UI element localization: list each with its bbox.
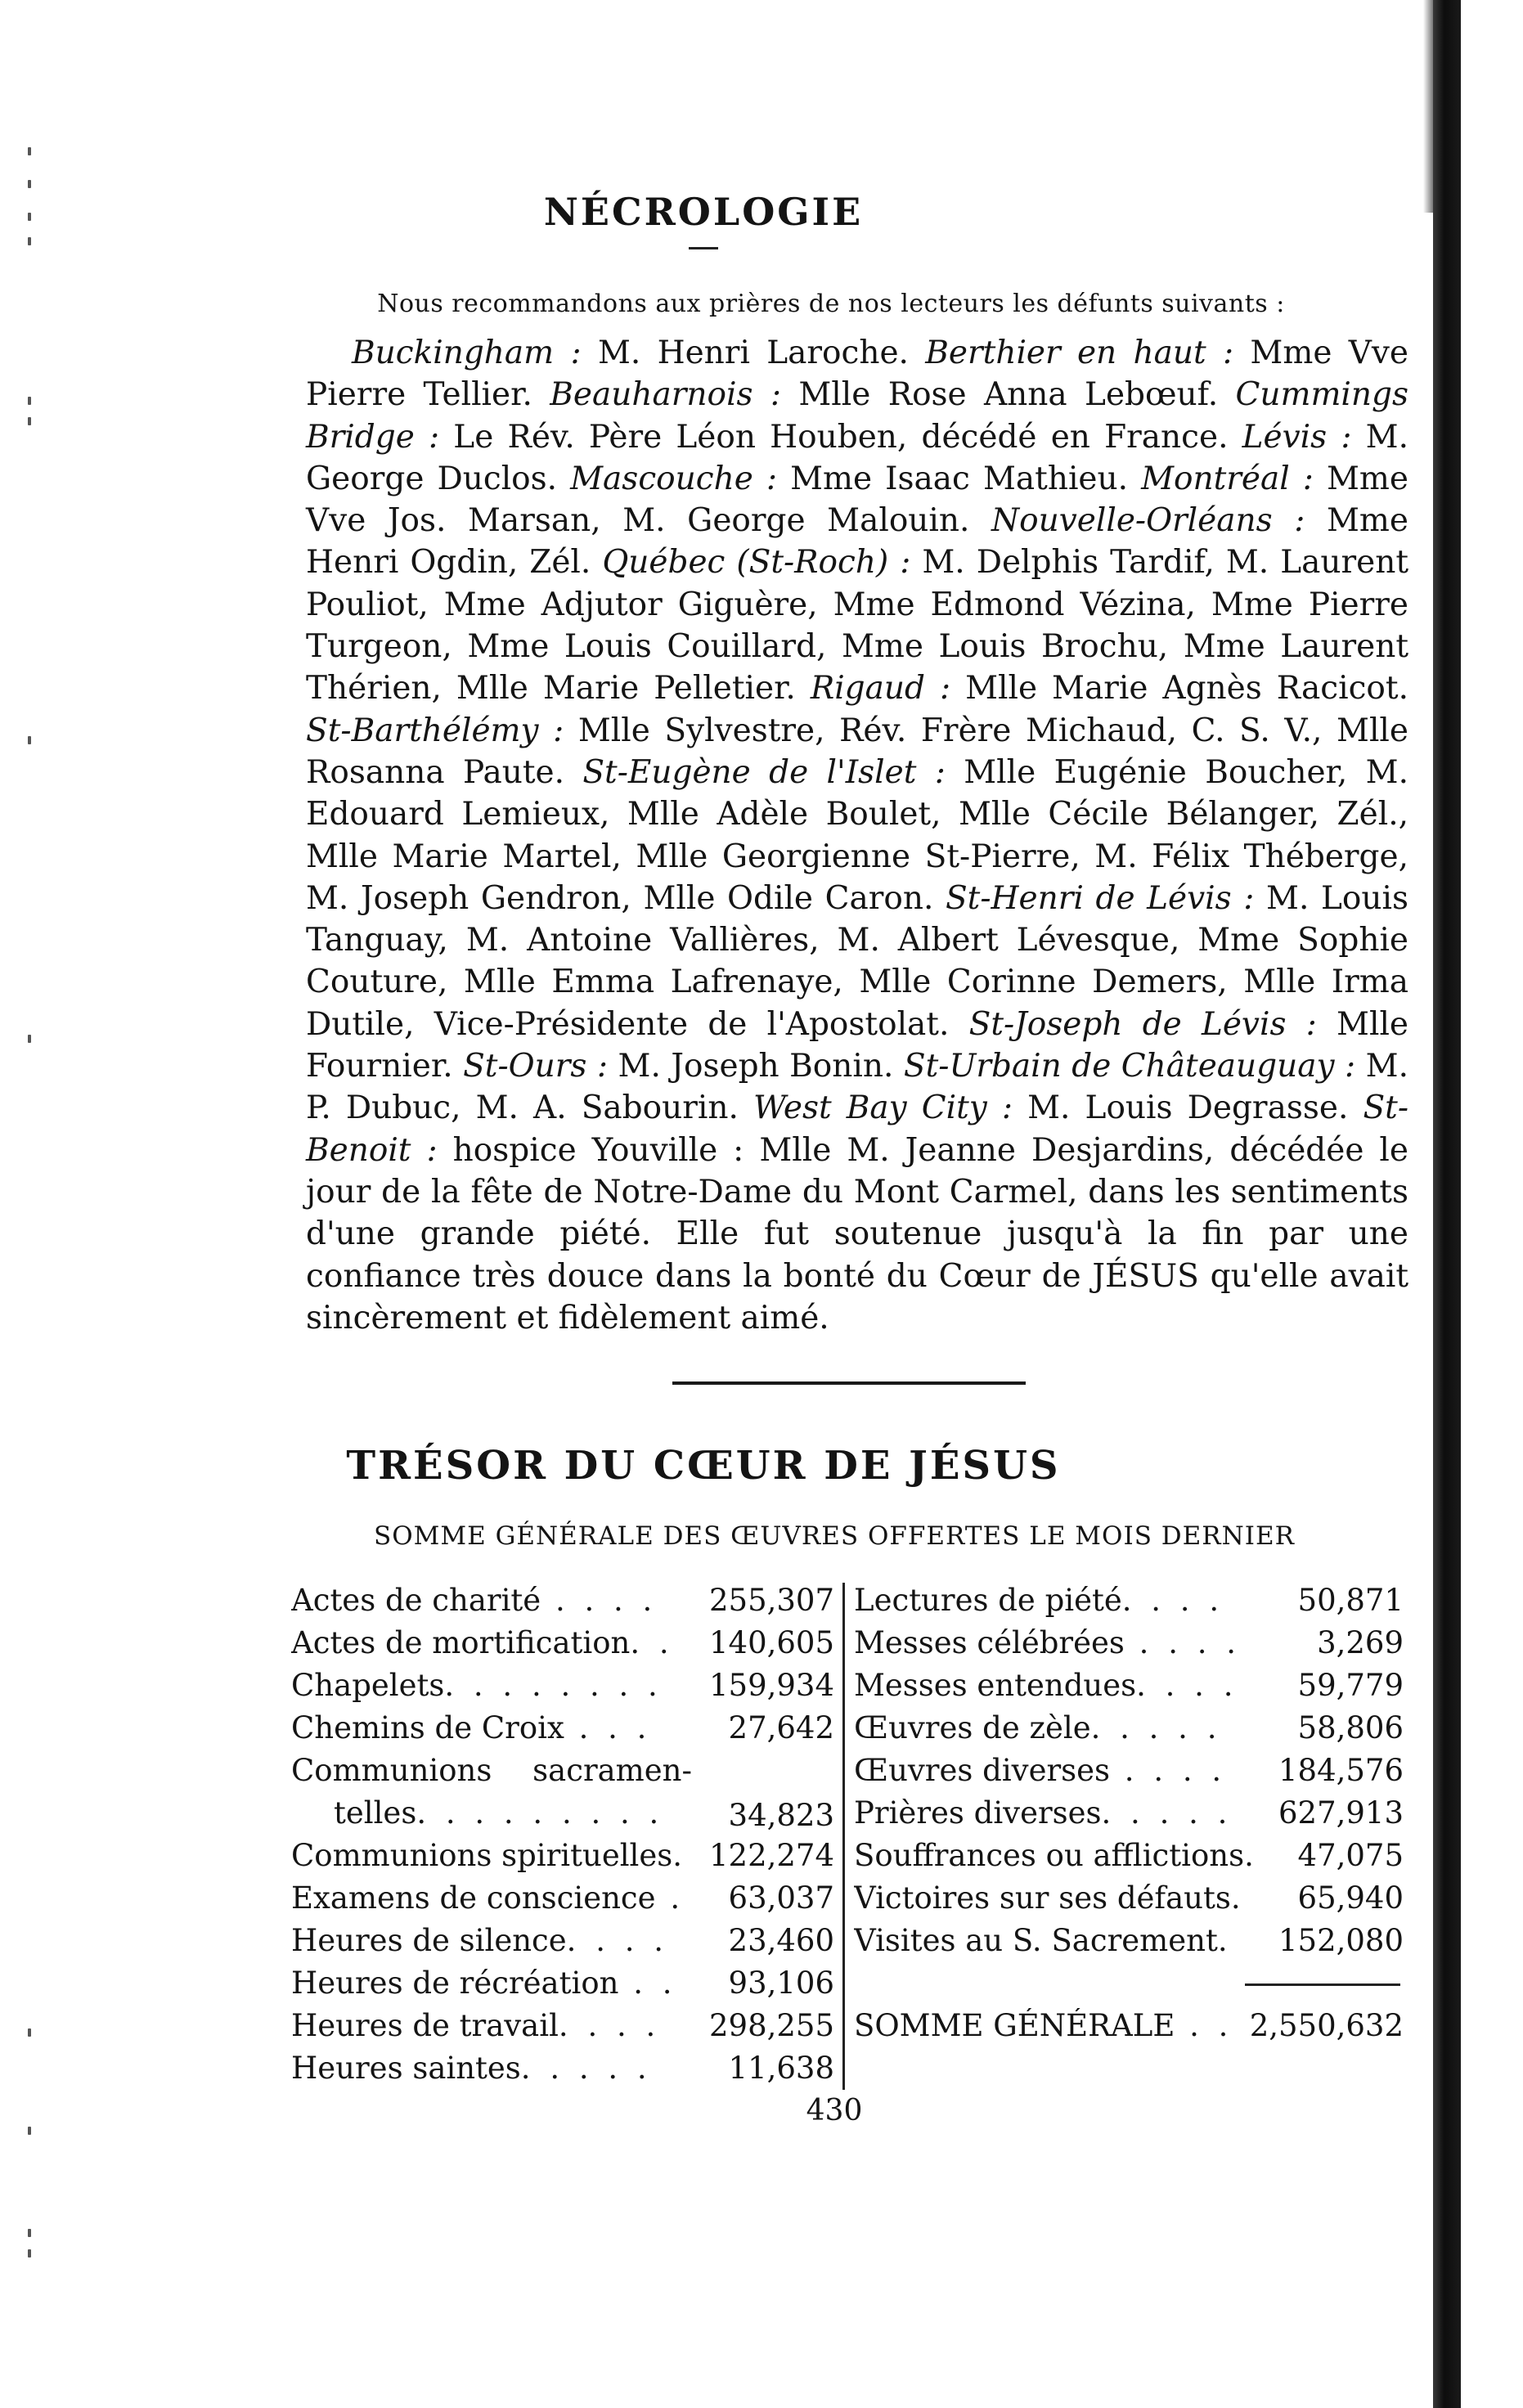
place-name: St-Eugène de l'Islet : xyxy=(582,753,946,791)
place-name: Lévis : xyxy=(1242,418,1352,456)
table-row: Messes entendues. . . . 59,779 xyxy=(854,1668,1404,1703)
table-row: Heures de silence. . . . 23,460 xyxy=(291,1923,834,1958)
place-name: St-Ours : xyxy=(463,1048,609,1085)
section-divider xyxy=(672,1381,1026,1385)
necrologie-body xyxy=(306,332,1408,1339)
deceased-names: M. George Duclos. xyxy=(306,418,1408,497)
place-name: Nouvelle-Orléans : xyxy=(991,502,1305,540)
total-row: SOMME GÉNÉRALE . . 2,550,632 xyxy=(854,2008,1404,2043)
deceased-names: Mlle Rose Anna Lebœuf. xyxy=(780,376,1236,414)
tresor-title: TRÉSOR DU CŒUR DE JÉSUS xyxy=(346,1443,1061,1489)
deceased-names: M. Delphis Tardif, M. Laurent Pouliot, Mme Adjutor Giguère, Mme Edmond Vézina, Mme Pierre Turgeon, Mme Louis Couillard, Mme Louis Brochu, Mme Laurent Thérien, Mlle Marie Pelletier. xyxy=(306,544,1408,708)
table-row: Victoires sur ses défauts. 65,940 xyxy=(854,1880,1404,1916)
necrologie-title: NÉCROLOGIE xyxy=(543,190,864,234)
deceased-names: hospice Youville : Mlle M. Jeanne Desjardins, décédée le jour de la fête de Notre-Dame du Mont Carmel, dans les sentiments d'une grande piété. Elle fut soutenue jusqu'à la fin par une confiance très douce dans la bonté du Cœur de JÉSUS qu'elle avait sincèrement et fidèlement aimé. xyxy=(306,1131,1408,1337)
place-name: Buckingham : xyxy=(352,335,582,371)
table-row: Visites au S. Sacrement. 152,080 xyxy=(854,1923,1404,1958)
table-row: Communions spirituelles. 122,274 xyxy=(291,1838,834,1873)
margin-specks xyxy=(28,147,36,2274)
table-row: Souffrances ou afflictions. 47,075 xyxy=(854,1838,1404,1873)
table-row: Heures saintes. . . . . 11,638 xyxy=(291,2051,834,2086)
book-spine xyxy=(1433,0,1461,2408)
table-row: Heures de récréation . . 93,106 xyxy=(291,1965,834,2001)
tresor-left-column xyxy=(291,1583,834,2093)
deceased-names: Mme Vve Jos. Marsan, M. George Malouin. xyxy=(306,460,1408,540)
page-number: 430 xyxy=(806,2094,863,2127)
place-name: St-Henri de Lévis : xyxy=(945,879,1255,917)
table-row: Examens de conscience . 63,037 xyxy=(291,1880,834,1916)
table-row: Messes célébrées . . . . 3,269 xyxy=(854,1625,1404,1660)
place-name: Montréal : xyxy=(1141,460,1314,497)
table-row: Communions sacramen- telles. . . . . . . . . 34,823 xyxy=(291,1753,834,1833)
deceased-names: Mlle Sylvestre, Rév. Frère Michaud, C. S. V., Mlle Rosanna Paute. xyxy=(306,712,1408,791)
total-label: SOMME GÉNÉRALE xyxy=(854,2008,1175,2043)
place-name: St-Barthélémy : xyxy=(306,712,564,749)
table-row: Prières diverses. . . . . 627,913 xyxy=(854,1795,1404,1831)
table-row: Œuvres diverses . . . . 184,576 xyxy=(854,1753,1404,1788)
place-name: St-Urbain de Châteauguay : xyxy=(903,1048,1356,1085)
deceased-names: Mme Henri Ogdin, Zél. xyxy=(306,502,1408,582)
deceased-names: Mme Vve Pierre Tellier. xyxy=(306,335,1409,414)
place-name: West Bay City : xyxy=(753,1089,1013,1127)
deceased-names: M. P. Dubuc, M. A. Sabourin. xyxy=(306,1048,1408,1127)
place-name: Mascouche : xyxy=(570,460,778,497)
necrologie-intro: Nous recommandons aux prières de nos lecteurs les défunts suivants : xyxy=(377,290,1285,318)
place-name: Cummings Bridge : xyxy=(306,376,1408,456)
deceased-names: Le Rév. Père Léon Houben, décédé en France. xyxy=(439,418,1242,456)
deceased-names: M. Louis Degrasse. xyxy=(1013,1089,1364,1127)
place-name: Québec (St-Roch) : xyxy=(602,544,911,582)
table-row: Chapelets. . . . . . . . 159,934 xyxy=(291,1668,834,1703)
deceased-names: M. Joseph Bonin. xyxy=(608,1048,904,1085)
deceased-names: Mme Isaac Mathieu. xyxy=(777,460,1142,497)
place-name: St-Benoit : xyxy=(306,1089,1409,1169)
place-name: St-Joseph de Lévis : xyxy=(968,1005,1317,1043)
deceased-names: Mlle Marie Agnès Racicot. xyxy=(950,670,1408,708)
table-row: Lectures de piété. . . . 50,871 xyxy=(854,1583,1404,1618)
table-row: Actes de mortification. . 140,605 xyxy=(291,1625,834,1660)
deceased-names: M. Louis Tanguay, M. Antoine Vallières, M. Albert Lévesque, Mme Sophie Couture, Mlle Emma Lafrenaye, Mlle Corinne Demers, Mlle Irma Dutile, Vice-Présidente de l'Apostolat. xyxy=(306,879,1408,1043)
place-name: Beauharnois : xyxy=(550,376,781,414)
table-row: Heures de travail. . . . 298,255 xyxy=(291,2008,834,2043)
page-shadow xyxy=(1423,0,1433,213)
table-row: Chemins de Croix . . . 27,642 xyxy=(291,1710,834,1745)
total-rule xyxy=(1245,1983,1400,1986)
column-rule xyxy=(842,1583,845,2090)
title-underline xyxy=(689,247,718,249)
total-value: 2,550,632 xyxy=(1249,2008,1404,2043)
deceased-names: Mlle Fournier. xyxy=(306,1005,1409,1085)
table-row: Actes de charité . . . . 255,307 xyxy=(291,1583,834,1618)
table-row: Œuvres de zèle. . . . . 58,806 xyxy=(854,1710,1404,1745)
tresor-right-column xyxy=(854,1583,1404,2051)
place-name: Rigaud : xyxy=(810,670,951,708)
tresor-subtitle: SOMME GÉNÉRALE DES ŒUVRES OFFERTES LE MOIS DERNIER xyxy=(374,1521,1295,1551)
deceased-names: M. Henri Laroche. xyxy=(581,335,926,371)
place-name: Berthier en haut : xyxy=(925,335,1234,371)
deceased-names: Mlle Eugénie Boucher, M. Edouard Lemieux, Mlle Adèle Boulet, Mlle Cécile Bélanger, Zél., Mlle Marie Martel, Mlle Georgienne St-Pierre, M. Félix Théberge, M. Joseph Gendron, Mlle Odile Caron. xyxy=(306,753,1408,917)
